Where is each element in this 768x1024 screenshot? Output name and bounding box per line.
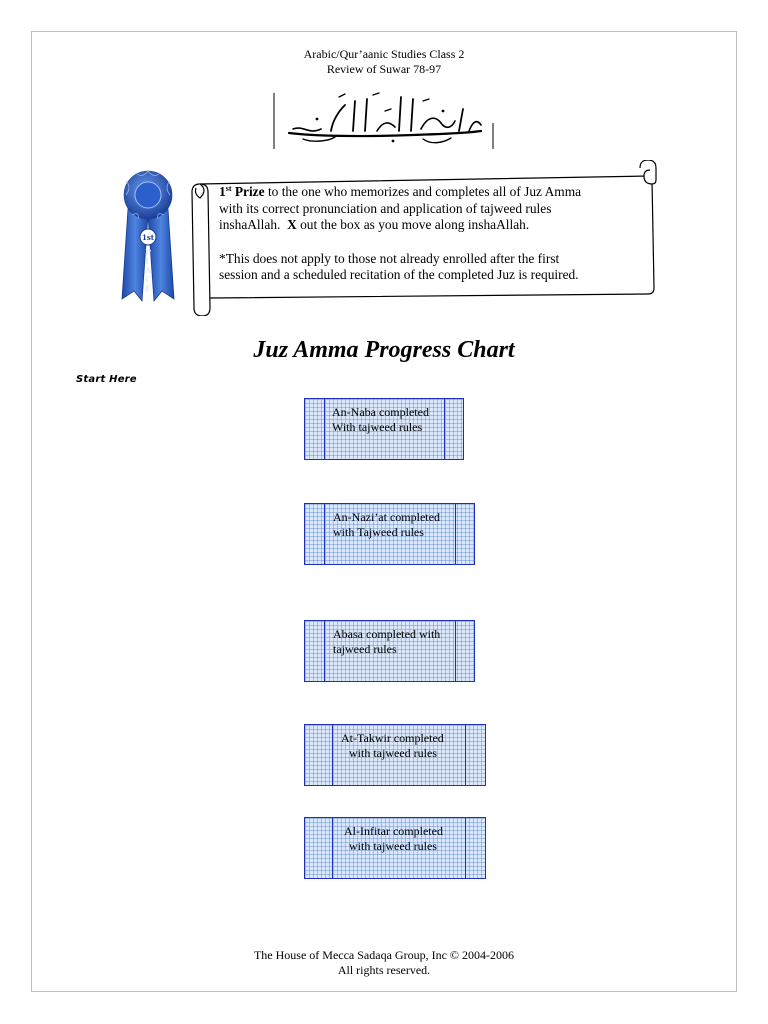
progress-box-label: An-Naba completed With tajweed rules [332,405,429,434]
prize-line-1: 1st Prize to the one who memorizes and completes all of Juz Amma [219,184,582,199]
progress-box-at-takwir[interactable] [304,724,486,786]
ribbon-badge-text: 1st [141,233,155,242]
progress-box-abasa[interactable] [304,620,475,682]
ribbon-letter: E [144,283,152,293]
chart-title: Juz Amma Progress Chart [253,337,515,363]
progress-box-an-naba[interactable] [304,398,464,460]
progress-box-an-naziat[interactable] [304,503,475,565]
ribbon-letter: C [144,274,152,284]
basmala-calligraphy-image [273,91,495,151]
ribbon-letter: P [144,247,152,257]
progress-box-label: Abasa completed with tajweed rules [333,627,441,656]
prize-line-3: inshaAllah. X out the box as you move along inshaAllah. [219,217,530,232]
review-subtitle: Review of Suwar 78-97 [326,62,442,76]
ribbon-letter: A [144,265,152,275]
start-here-label: Start Here [76,374,137,385]
ribbon-letter: L [145,256,151,266]
progress-box-label: An-Nazi’at completed with Tajweed rules [333,510,440,539]
prize-note-line-2: session and a scheduled recitation of the completed Juz is required. [219,267,579,282]
progress-box-label: At-Takwir completed with tajweed rules [341,731,444,760]
prize-note-line-1: *This does not apply to those not already enrolled after the first [219,250,560,266]
class-title: Arabic/Qur’aanic Studies Class 2 [303,47,465,61]
progress-box-label: Al-Infitar completed with tajweed rules [344,824,443,853]
prize-text [219,184,649,284]
first-place-ribbon-icon [112,165,184,303]
footer-copyright: The House of Mecca Sadaqa Group, Inc © 2004-2006 [253,948,515,962]
progress-box-al-infitar[interactable] [304,817,486,879]
footer-rights: All rights reserved. [337,963,431,977]
prize-line-2: with its correct pronunciation and application of tajweed rules [219,200,552,216]
